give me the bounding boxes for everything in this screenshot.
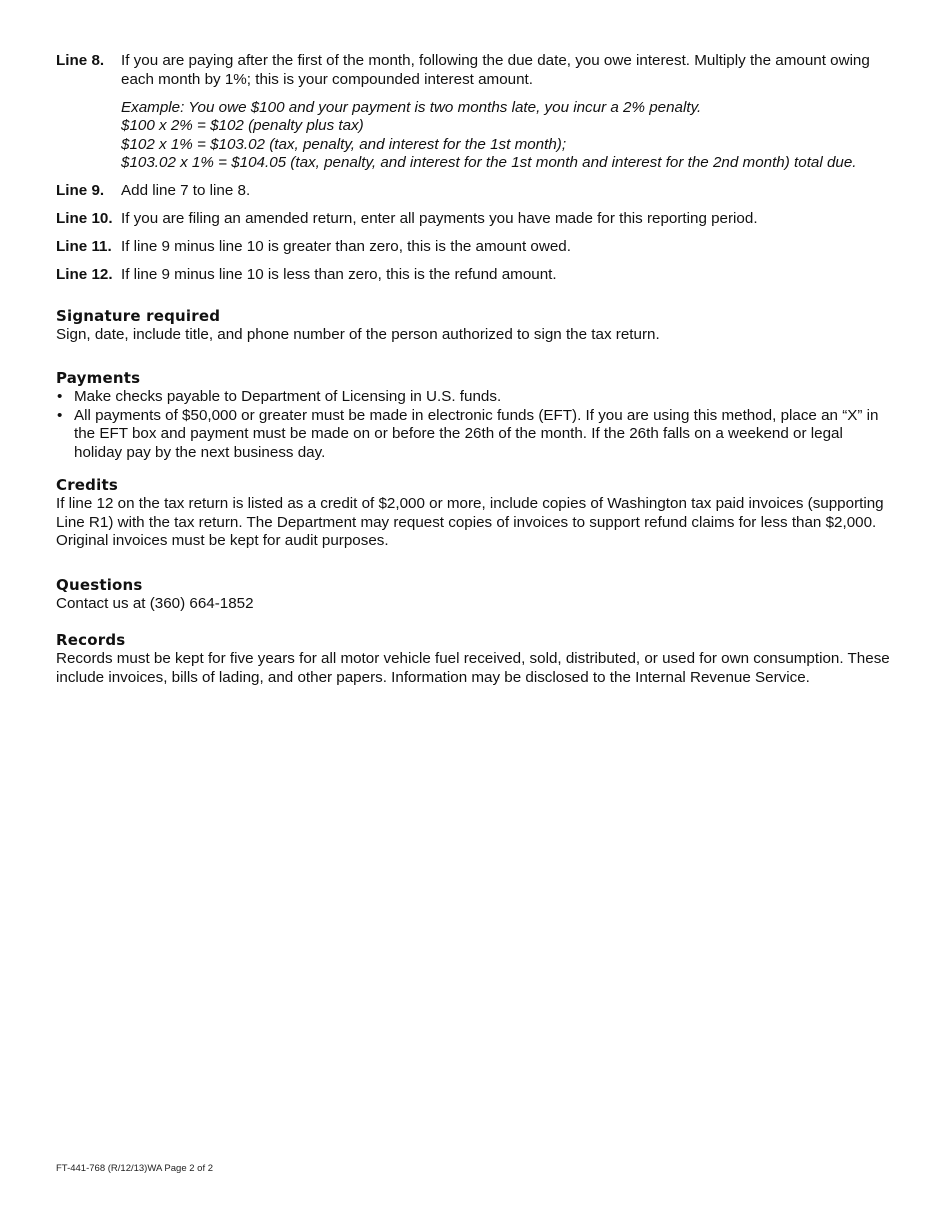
section-text: If line 12 on the tax return is listed as a credit of $2,000 or more, include copies of Washington tax paid invoices (supporting Line R1) with the tax return. The Department may request copies of invoices to support refund claims for less than $2,000. Original invoices must be kept for audit purposes. [56,495,884,549]
line-10-row [56,210,892,229]
section-heading: Credits [56,476,118,494]
line-9-row [56,182,892,201]
section-heading: Signature required [56,306,221,325]
line-text: If you are filing an amended return, enter all payments you have made for this reporting period. [121,210,758,227]
line-label: Line 8. [56,52,105,69]
line-text: Add line 7 to line 8. [121,182,251,199]
line-text: If line 9 minus line 10 is less than zero, this is the refund amount. [121,266,557,283]
example-line: Example: You owe $100 and your payment is two months late, you incur a 2% penalty. [121,98,702,116]
example-line: $100 x 2% = $102 (penalty plus tax) [121,117,364,134]
form-footer: FT-441-768 (R/12/13)WA Page 2 of 2 [56,1163,214,1174]
section-heading: Records [56,631,126,649]
section-text: Sign, date, include title, and phone number of the person authorized to sign the tax return. [56,325,660,343]
line-label: Line 9. [56,182,105,199]
line-8-row [56,52,892,89]
list-item [56,407,892,463]
credits-section [56,476,892,551]
example-line: $103.02 x 1% = $104.05 (tax, penalty, and interest for the 1st month and interest for the 2nd month) total due. [121,154,857,171]
section-text: Records must be kept for five years for all motor vehicle fuel received, sold, distributed, or used for own consumption. These include invoices, bills of lading, and other papers. Information may be disclosed to the Internal Revenue Service. [56,650,890,686]
signature-section [56,307,892,345]
line-label: Line 12. [56,266,113,283]
records-section [56,631,892,687]
payments-list [56,388,892,462]
bullet-icon: • [57,388,63,405]
list-item [56,388,892,407]
payments-section [56,369,892,462]
section-heading: Payments [56,369,141,387]
document-page [56,52,892,687]
line-label: Line 10. [56,210,113,227]
line-label: Line 11. [56,238,112,255]
list-item-text: All payments of $50,000 or greater must be made in electronic funds (EFT). If you are using this method, place an “X” in the EFT box and payment must be made on or before the 26th of the month. If the 26th falls on a weekend or legal holiday pay by the next business day. [74,406,879,461]
interest-example [121,99,892,173]
line-12-row [56,266,892,285]
line-11-row [56,238,892,257]
example-line: $102 x 1% = $103.02 (tax, penalty, and interest for the 1st month); [121,135,567,153]
questions-section [56,576,892,614]
section-heading: Questions [56,575,143,594]
bullet-icon: • [57,406,63,424]
list-item-text: Make checks payable to Department of Licensing in U.S. funds. [74,388,502,405]
line-text: If line 9 minus line 10 is greater than zero, this is the amount owed. [121,238,571,255]
section-text: Contact us at (360) 664-1852 [56,594,254,612]
line-text: If you are paying after the first of the month, following the due date, you owe interest. Multiply the amount owing each month by 1%; this is your compounded interest amount. [121,52,870,88]
